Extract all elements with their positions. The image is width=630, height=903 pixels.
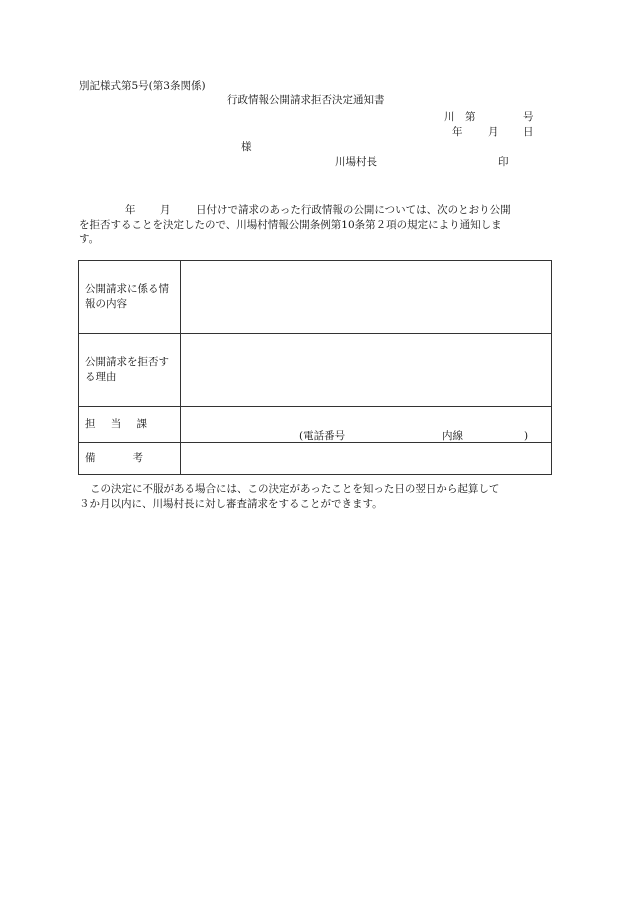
body-line1: 日付けで請求のあった行政情報の公開については、次のとおり公開 — [196, 204, 511, 216]
field-info-content[interactable] — [181, 261, 552, 334]
date-day: 日 — [523, 126, 534, 138]
body-year: 年 — [125, 204, 136, 216]
ref-kawa: 川 — [444, 111, 455, 123]
label-char: 考 — [132, 452, 143, 464]
label-department-text — [85, 417, 147, 432]
field-refusal-reason[interactable] — [181, 334, 552, 407]
date-year: 年 — [452, 126, 463, 138]
label-char: 担 — [85, 418, 96, 430]
label-char: 当 — [110, 418, 122, 430]
field-department[interactable] — [181, 407, 552, 443]
label-department — [79, 407, 181, 443]
document-title: 行政情報公開請求拒否決定通知書 — [227, 94, 385, 106]
extension-label: 内線 — [442, 430, 463, 442]
body-line3: す。 — [79, 233, 100, 245]
footer-line2: ３か月以内に、川場村長に対し審査請求をすることができます。 — [79, 498, 383, 510]
ref-go: 号 — [523, 111, 534, 123]
table-row — [79, 407, 552, 443]
ref-dai: 第 — [465, 111, 476, 123]
phone-number-label: (電話番号 — [299, 430, 346, 442]
table-row — [79, 334, 552, 407]
footer-line1: この決定に不服がある場合には、この決定があったことを知った日の翌日から起算して — [90, 483, 500, 495]
sender-name: 川場村長 — [335, 156, 377, 168]
body-month: 月 — [160, 204, 171, 216]
label-char: 課 — [136, 418, 147, 430]
recipient-suffix: 様 — [241, 141, 252, 153]
label-remarks — [79, 443, 181, 475]
phone-line — [181, 407, 551, 442]
label-refusal-reason-text: 公開請求を拒否する理由 — [85, 356, 169, 383]
label-info-content-text: 公開請求に係る情報の内容 — [85, 283, 169, 310]
label-refusal-reason — [79, 334, 181, 407]
label-remarks-text — [85, 451, 143, 466]
form-label: 別記様式第5号(第3条関係) — [79, 80, 206, 92]
label-info-content — [79, 261, 181, 334]
body-line2: を拒否することを決定したので、川場村情報公開条例第10条第２項の規定により通知しま — [79, 219, 502, 231]
form-table — [78, 260, 552, 475]
field-remarks[interactable] — [181, 443, 552, 475]
table-row — [79, 261, 552, 334]
date-month: 月 — [488, 126, 499, 138]
phone-close-paren: ) — [524, 430, 529, 442]
label-char: 備 — [85, 452, 96, 464]
seal-mark: 印 — [498, 156, 509, 168]
table-row — [79, 443, 552, 475]
